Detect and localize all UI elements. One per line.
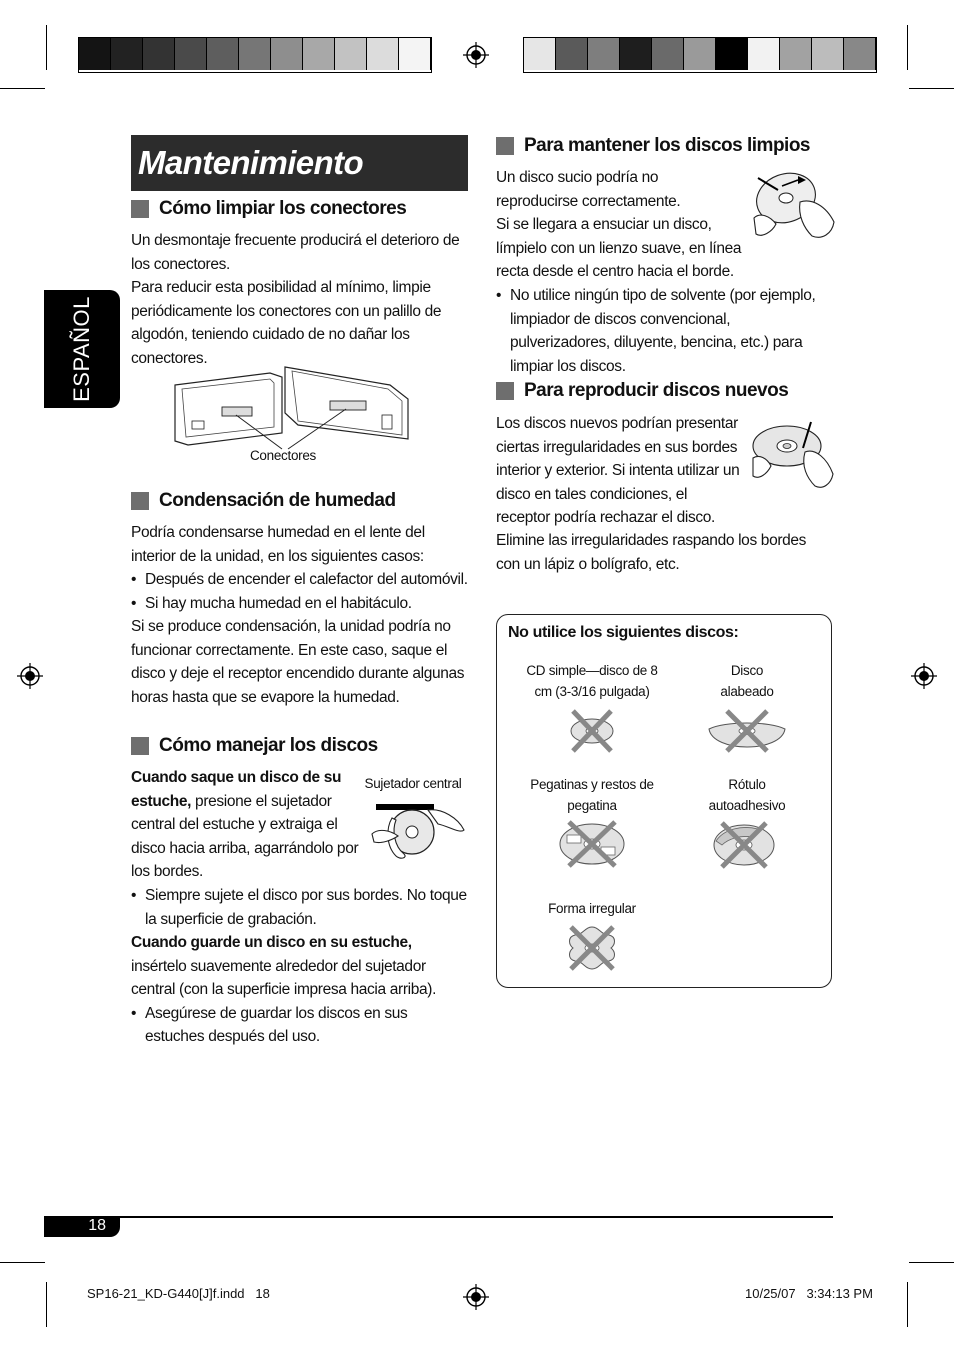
color-swatch [780,38,812,70]
footer-file-info: SP16-21_KD-G440[J]f.indd 18 [87,1286,270,1301]
paragraph: Un desmontaje frecuente producirá el deterioro de los conectores. [131,232,460,273]
paragraph: Un disco sucio podría no reproducirse correctamente. [496,169,681,210]
paragraph: Podría condensarse humedad en el lente del interior de la unidad, en los siguientes casos: [131,524,425,565]
irregular-shape-disc-prohibited-icon [565,923,619,973]
connectors-caption: Conectores [249,448,317,463]
crop-mark [0,1262,45,1263]
paragraph: Si se llegara a ensuciar un disco, límpielo con un lienzo suave, en línea recta desde el centro hacia el borde. [496,216,742,280]
color-swatch [303,38,335,70]
heading-square-icon [496,382,514,400]
label-disc-prohibited-icon [712,819,776,871]
color-swatch [111,38,143,70]
disc-type-label: Forma irregular [548,901,636,916]
color-swatch [399,38,431,70]
paragraph: Si se produce condensación, la unidad podría no funcionar correctamente. En este caso, saque el disco y deje el receptor encendido durante algunas horas hasta que se evapore la humedad. [131,618,465,706]
section-body-condensation [131,521,468,709]
heading-square-icon [131,492,149,510]
registration-mark-left [17,663,43,689]
disc-case-hand-illustration [368,800,466,866]
section-heading-clean-connectors: Cómo limpiar los conectores [131,198,406,220]
section-body-keep-clean-bullet [496,284,826,378]
section-heading-handling-discs: Cómo manejar los discos [131,735,378,757]
color-swatch [239,38,271,70]
color-swatch [588,38,620,70]
section-body-new-discs-2 [496,529,826,576]
color-swatch [143,38,175,70]
bullet-item: • Asegúrese de guardar los discos en sus estuches después del uso. [131,1002,468,1049]
color-bar-right [523,37,877,73]
color-swatch [207,38,239,70]
color-swatch [367,38,399,70]
disc-type-label: CD simple—disco de 8 cm (3-3/16 pulgada) [526,663,658,699]
page-number: 18 [88,1217,106,1234]
color-swatch [812,38,844,70]
bullet-item: • Siempre sujete el disco por sus bordes. No toque la superficie de grabación. [131,884,468,931]
disc-type-label: Pegatinas y restos de pegatina [530,777,654,813]
color-swatch [79,38,111,70]
page-number-tab [44,1216,120,1237]
center-holder-caption: Sujetador central [364,776,462,791]
crop-mark [907,25,908,70]
section-body-keep-clean [496,166,743,284]
small-disc-prohibited-icon [567,707,617,755]
registration-mark-top [463,42,489,68]
color-swatch [620,38,652,70]
section-body-handling-discs [131,884,468,1049]
paragraph: Para reducir esta posibilidad al mínimo, limpie periódicamente los conectores con un palillo de algodón, teniendo cuidado de no dañar los conectores. [131,279,442,367]
color-swatch [684,38,716,70]
heading-square-icon [131,737,149,755]
section-heading-condensation: Condensación de humedad [131,490,396,512]
section-heading-new-discs: Para reproducir discos nuevos [496,380,788,402]
disc-type-label: Disco alabeado [720,663,774,699]
section-body-new-discs-1 [496,412,741,530]
color-swatch [524,38,556,70]
crop-mark [909,88,954,89]
language-side-tab-label: ESPAÑOL [69,296,94,402]
do-not-use-discs-box [496,614,832,988]
registration-mark-right [911,663,937,689]
disc-cleaning-illustration [750,168,838,250]
section-heading-keep-clean: Para mantener los discos limpios [496,135,810,157]
bullet-item: • Después de encender el calefactor del automóvil. [131,568,468,592]
sticker-disc-prohibited-icon [557,819,627,869]
disc-type-label: Rótulo autoadhesivo [708,777,786,813]
paragraph: Cuando guarde un disco en su estuche, insértelo suavemente alrededor del sujetador central (con la superficie impresa hacia arriba). [131,934,437,998]
disc-edge-scrape-illustration [745,418,837,492]
registration-mark-bottom [463,1284,489,1310]
page-title-bar [131,135,468,191]
color-swatch [271,38,303,70]
crop-mark [46,1282,47,1327]
heading-square-icon [131,200,149,218]
paragraph: Elimine las irregularidades raspando los bordes con un lápiz o bolígrafo, etc. [496,532,807,573]
bullet-item: • No utilice ningún tipo de solvente (por ejemplo, limpiador de discos convencional, pulverizadores, diluyente, bencina, etc.) para limpiar los discos. [496,284,826,378]
language-side-tab [44,290,120,408]
color-swatch [652,38,684,70]
crop-mark [907,1282,908,1327]
paragraph: Los discos nuevos podrían presentar ciertas irregularidades en sus bordes interior y exterior. Si intenta utilizar un disco en tales condiciones, el receptor podría rechazar el disco. [496,415,740,526]
color-swatch [175,38,207,70]
crop-mark [0,88,45,89]
color-swatch [716,38,748,70]
section-body-clean-connectors [131,229,468,370]
paragraph: Cuando saque un disco de su estuche, presione el sujetador central del estuche y extraiga el disco hacia arriba, agarrándolo por los bordes. [131,769,359,880]
footer-rule [44,1216,833,1218]
color-bar-left [78,37,432,73]
crop-mark [46,25,47,70]
color-swatch [844,38,876,70]
heading-square-icon [496,137,514,155]
connectors-illustration [170,355,420,455]
color-swatch [556,38,588,70]
page-title: Mantenimiento [138,144,364,181]
warped-disc-prohibited-icon [705,707,789,755]
do-not-use-heading: No utilice los siguientes discos: [508,624,739,641]
footer-datetime: 10/25/07 3:34:13 PM [745,1286,873,1301]
crop-mark [909,1262,954,1263]
color-swatch [335,38,367,70]
bullet-item: • Si hay mucha humedad en el habitáculo. [131,592,468,616]
section-body-handling-discs-intro [131,766,359,884]
color-swatch [748,38,780,70]
